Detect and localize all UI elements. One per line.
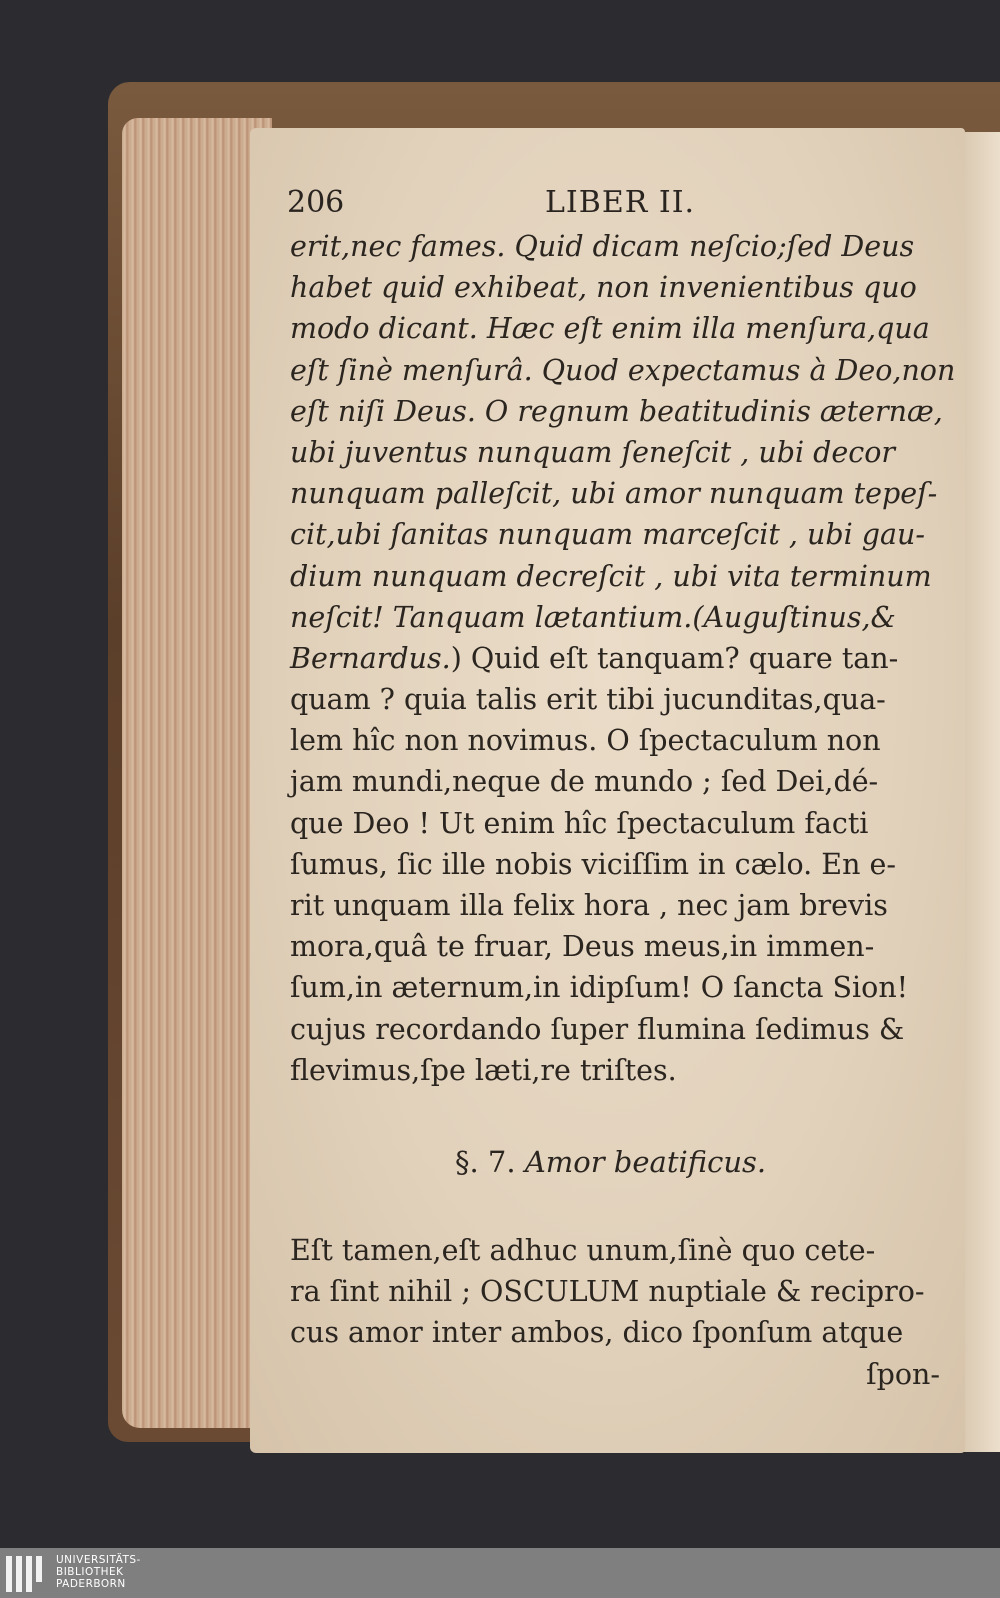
text-line bbox=[290, 761, 950, 802]
text-segment: ſumus, ſic ille nobis viciſſim in cælo. En e- bbox=[290, 847, 897, 881]
section-title: Amor beatificus. bbox=[524, 1145, 767, 1179]
text-segment: dium nunquam decreſcit , ubi vita terminum bbox=[290, 559, 932, 593]
library-logo-text: UNIVERSITÄTS- BIBLIOTHEK PADERBORN bbox=[56, 1554, 141, 1590]
section-text bbox=[290, 1230, 950, 1395]
text-line bbox=[290, 308, 950, 349]
text-segment: mora,quâ te fruar, Deus meus,in immen- bbox=[290, 930, 875, 964]
text-segment: rit unquam illa felix hora , nec jam brevis bbox=[290, 889, 888, 922]
library-logo-icon bbox=[6, 1556, 44, 1592]
section-heading bbox=[455, 1145, 766, 1179]
text-segment: nunquam palleſcit, ubi amor nunquam tepeſ- bbox=[290, 477, 938, 511]
text-line bbox=[290, 473, 950, 514]
text-segment: habet quid exhibeat, non invenientibus quo bbox=[290, 271, 917, 305]
text-line bbox=[290, 1050, 950, 1091]
text-line: ra ſint nihil ; OSCULUM nuptiale & recipro- bbox=[290, 1275, 925, 1309]
text-line bbox=[290, 679, 950, 720]
text-line bbox=[290, 638, 950, 679]
catchword: ſpon- bbox=[866, 1357, 940, 1391]
text-segment: neſcit! Tanquam lætantium.(Auguſtinus,& bbox=[290, 600, 896, 634]
text-segment: que Deo ! Ut enim hîc ſpectaculum facti bbox=[290, 806, 869, 840]
text-line bbox=[290, 432, 950, 473]
text-line bbox=[290, 967, 950, 1008]
text-segment: cujus recordando ſuper flumina ſedimus & bbox=[290, 1012, 905, 1046]
text-line bbox=[290, 350, 956, 391]
footer-bar bbox=[0, 1548, 1000, 1598]
text-line bbox=[290, 844, 950, 885]
text-line bbox=[290, 1009, 950, 1050]
text-line bbox=[290, 391, 950, 432]
text-segment: cit,ubi ſanitas nunquam marceſcit , ubi gau- bbox=[290, 518, 925, 552]
text-segment: ubi juventus nunquam ſeneſcit , ubi decor bbox=[290, 435, 896, 469]
text-line bbox=[290, 267, 950, 308]
text-line bbox=[290, 556, 950, 597]
text-segment: eſt ſinè menſurâ. Quod expectamus à Deo,non bbox=[290, 353, 956, 387]
text-segment: lem hîc non novimus. O ſpectaculum non bbox=[290, 724, 881, 758]
section-number: §. 7. bbox=[455, 1145, 516, 1179]
text-line bbox=[290, 803, 950, 844]
text-line bbox=[290, 720, 950, 761]
text-line bbox=[290, 226, 950, 267]
text-segment: eſt niſi Deus. O regnum beatitudinis æternæ, bbox=[290, 394, 943, 428]
text-line: Eſt tamen,eſt adhuc unum,ſinè quo cete- bbox=[290, 1234, 876, 1267]
running-head: LIBER II. bbox=[545, 185, 696, 220]
page-number: 206 bbox=[287, 185, 345, 220]
facing-page-edge bbox=[962, 132, 1000, 1452]
text-segment: erit,nec fames. Quid dicam neſcio;ſed Deus bbox=[290, 230, 915, 263]
text-segment: jam mundi,neque de mundo ; ſed Dei,dé- bbox=[290, 765, 879, 799]
text-line: cus amor inter ambos, dico ſponſum atque bbox=[290, 1316, 904, 1350]
text-segment: quam ? quia talis erit tibi jucunditas,qua- bbox=[290, 683, 886, 717]
text-segment: modo dicant. Hæc eſt enim illa menſura,qua bbox=[290, 312, 930, 346]
text-line bbox=[290, 514, 950, 555]
text-segment: ) Quid eſt tanquam? quare tan- bbox=[450, 641, 899, 675]
text-line bbox=[290, 926, 950, 967]
text-segment: ſum,in æternum,in idipſum! O ſancta Sion! bbox=[290, 971, 909, 1005]
text-line bbox=[290, 885, 950, 926]
text-segment: Bernardus. bbox=[290, 641, 451, 675]
text-line bbox=[290, 597, 950, 638]
main-text bbox=[290, 226, 956, 1091]
text-segment: flevimus,ſpe læti,re triſtes. bbox=[290, 1053, 677, 1087]
